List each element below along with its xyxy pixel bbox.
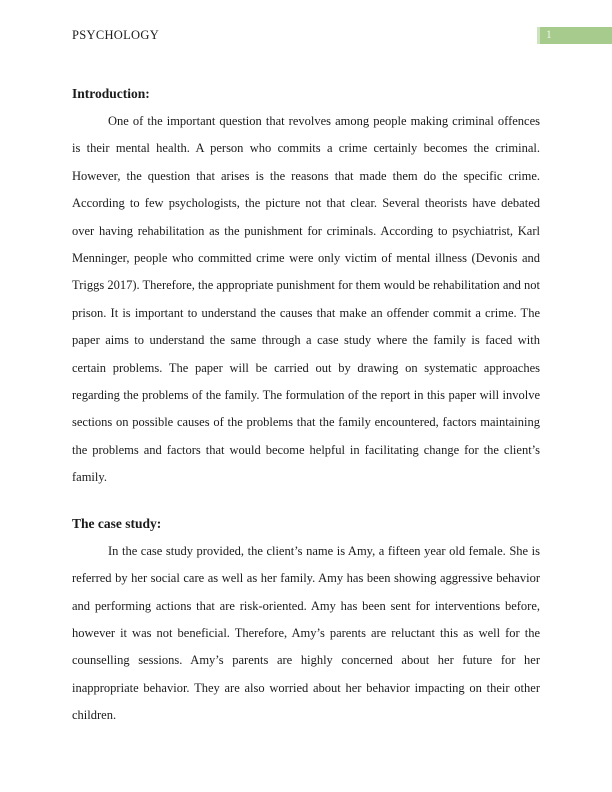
page-body xyxy=(72,78,540,730)
page-number-badge: 1 xyxy=(537,27,612,44)
section-heading-case-study: The case study: xyxy=(72,515,162,531)
paragraph-introduction: One of the important question that revolves among people making criminal offences is their mental health. A person who commits a crime certainly becomes the criminal. However, the question that arises is the reasons that made them do the specific crime. According to few psychologists, the picture not that clear. Several theorists have debated over having rehabilitation as the punishment for criminals. According to psychiatrist, Karl Menninger, people who committed crime were only victim of mental illness (Devonis and Triggs 2017). Therefore, the appropriate punishment for them would be rehabilitation and not prison. It is important to understand the causes that make an offender commit a crime. The paper aims to understand the same through a case study where the family is faced with certain problems. The paper will be carried out by drawing on systematic approaches regarding the problems of the family. The formulation of the report in this paper will involve sections on possible causes of the problems that the family encountered, factors maintaining the problems and factors that would become helpful in facilitating change for the client’s family. xyxy=(72,114,540,485)
paragraph-case-study: In the case study provided, the client’s name is Amy, a fifteen year old female. She is referred by her social care as well as her family. Amy has been showing aggressive behavior and performing actions that are risk-oriented. Amy has been sent for interventions before, however it was not beneficial. Therefore, Amy’s parents are reluctant this as well for the counselling sessions. Amy’s parents are highly concerned about her future for her inappropriate behavior. They are also worried about her behavior impacting on their other children. xyxy=(72,543,540,723)
running-head: PSYCHOLOGY xyxy=(72,28,160,42)
section-heading-introduction: Introduction: xyxy=(72,86,150,101)
